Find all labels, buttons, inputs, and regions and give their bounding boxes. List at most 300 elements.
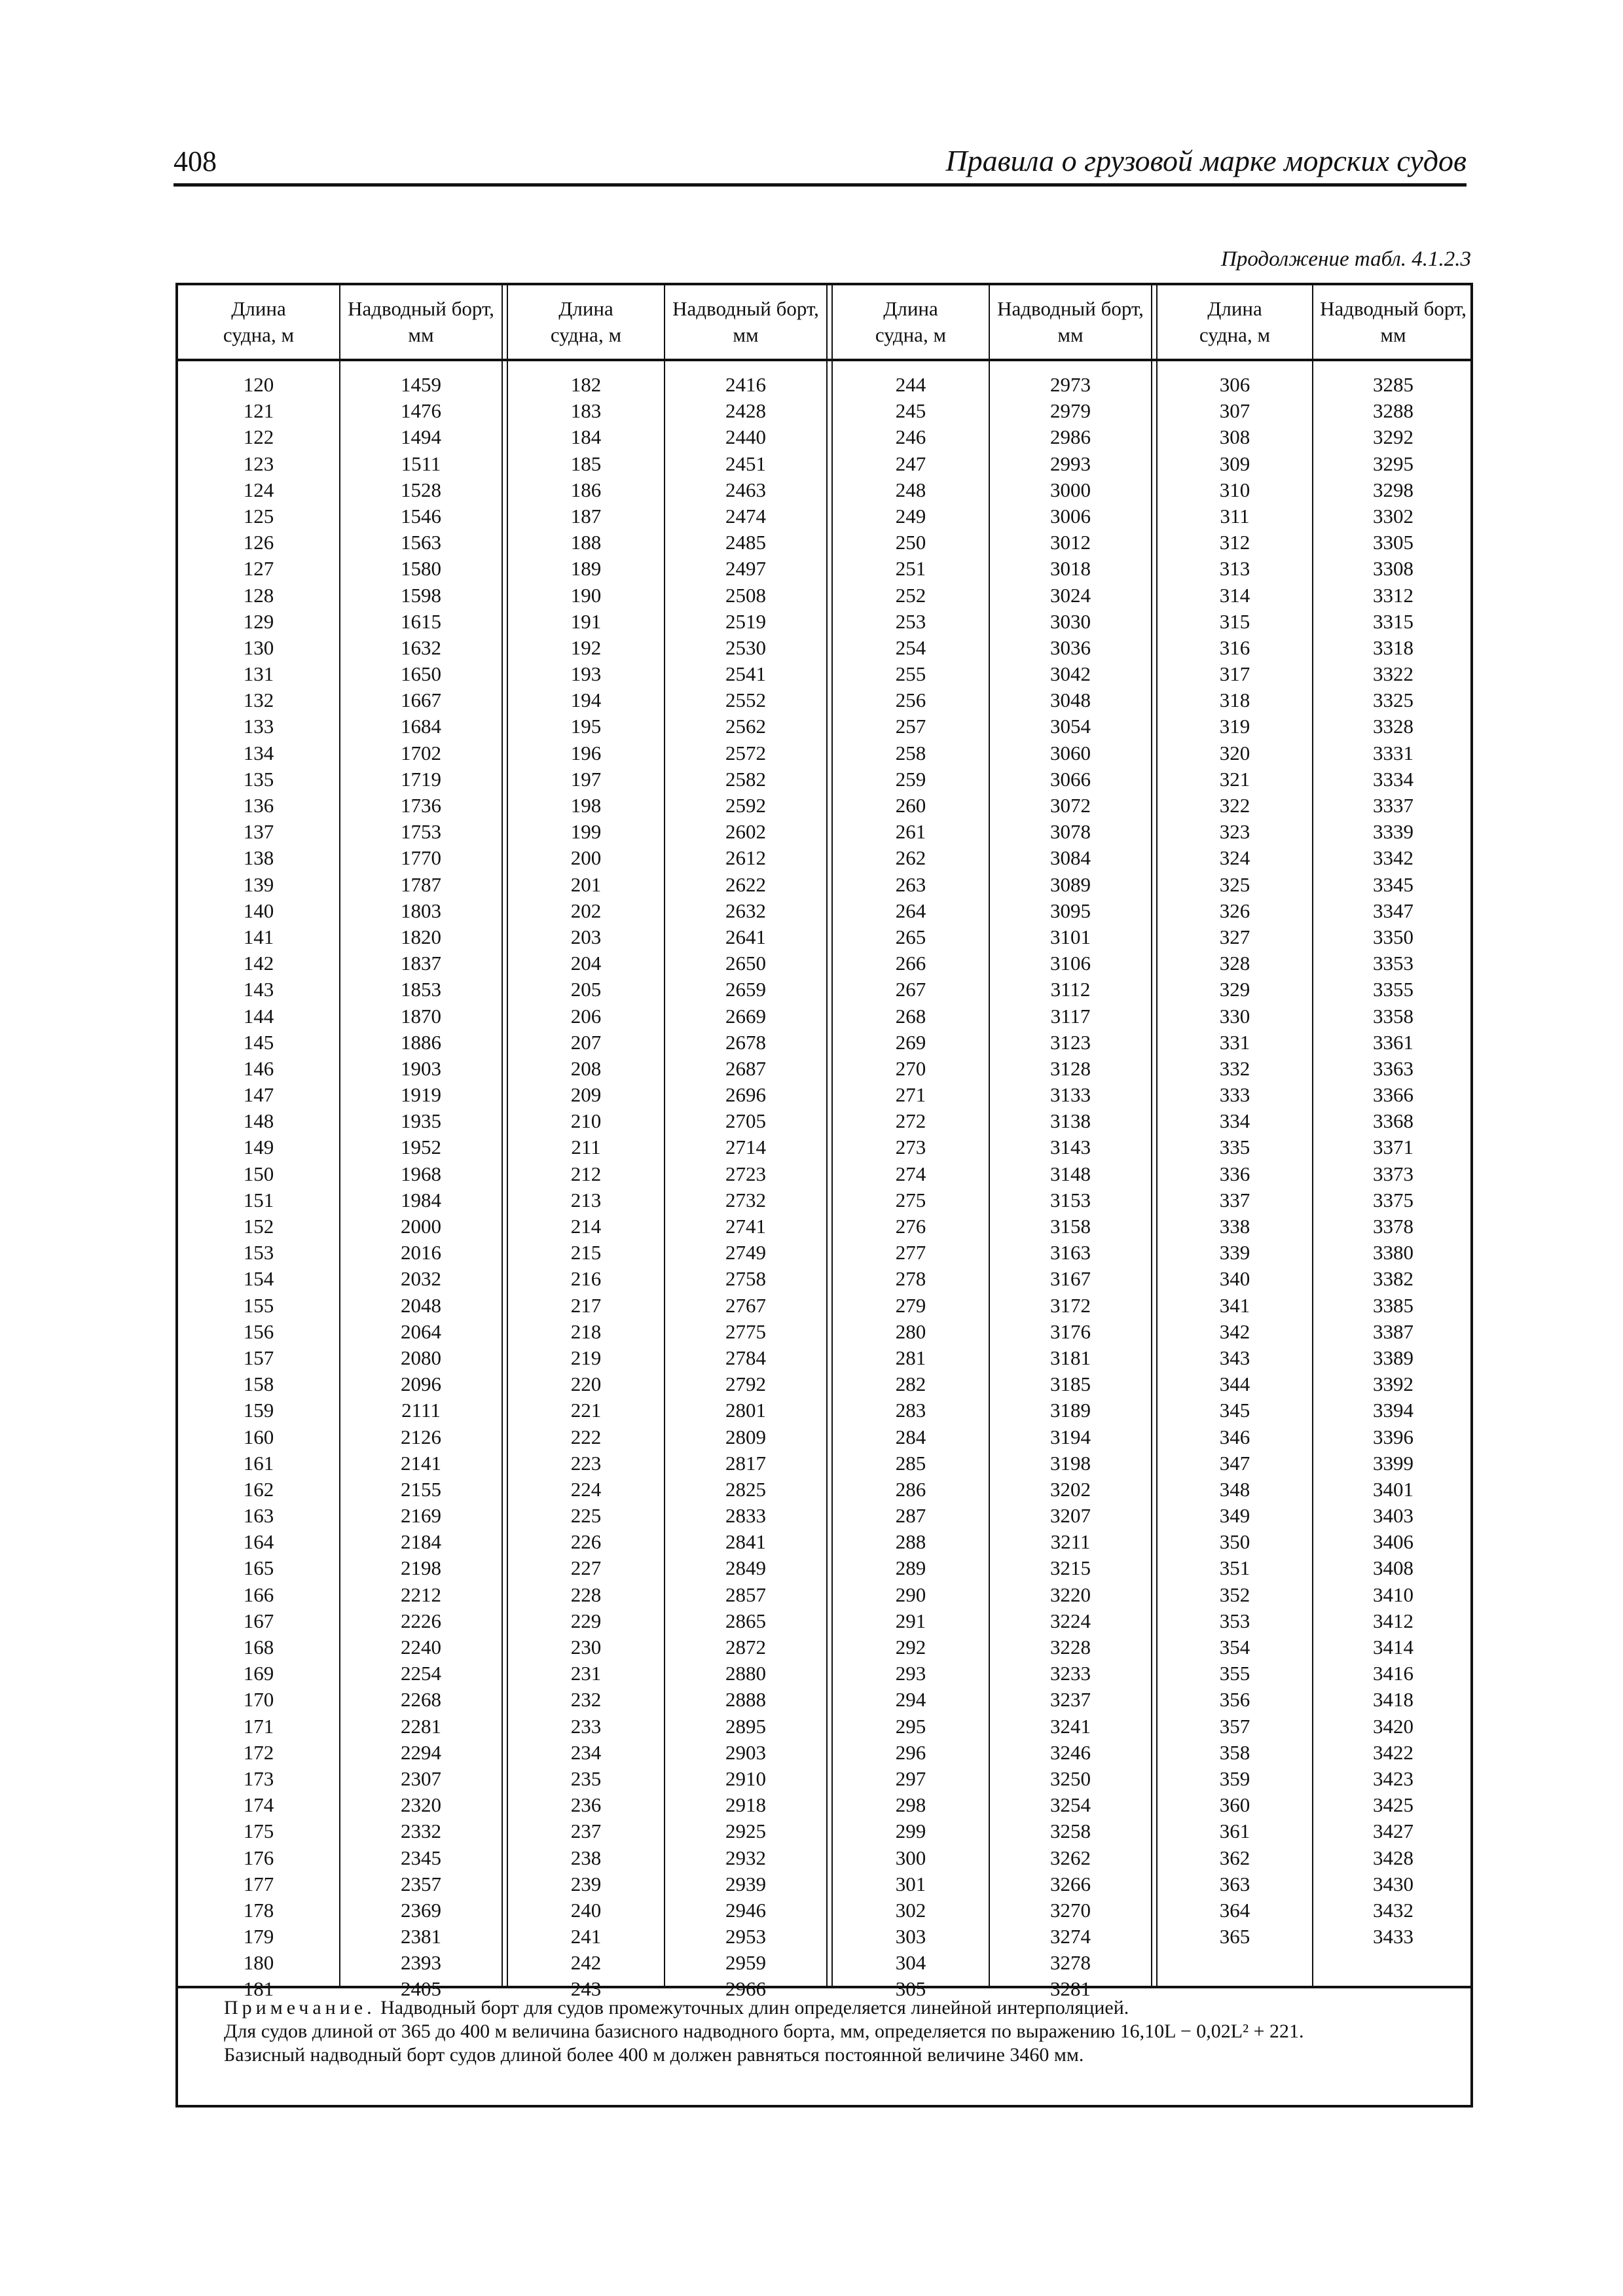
freeboard-cell: 2485	[725, 531, 766, 554]
freeboard-cell: 2641	[725, 925, 766, 948]
length-cell: 319	[1219, 715, 1250, 738]
length-cell: 235	[570, 1767, 602, 1790]
length-cell: 179	[243, 1925, 274, 1948]
length-cell: 160	[243, 1425, 274, 1448]
freeboard-cell: 2632	[725, 899, 766, 922]
freeboard-cell: 2307	[401, 1767, 441, 1790]
freeboard-cell: 3308	[1373, 557, 1413, 581]
freeboard-cell: 2622	[725, 872, 766, 896]
freeboard-cell: 3425	[1373, 1793, 1413, 1817]
freeboard-cell: 3133	[1050, 1083, 1091, 1107]
length-cell: 313	[1219, 557, 1250, 581]
freeboard-cell: 2519	[725, 609, 766, 633]
freeboard-cell: 2184	[401, 1530, 441, 1554]
length-cell: 363	[1219, 1872, 1250, 1895]
length-cell: 181	[243, 1977, 274, 2001]
freeboard-cell: 3211	[1050, 1530, 1091, 1554]
length-cell: 273	[895, 1136, 926, 1159]
length-cell: 339	[1219, 1241, 1250, 1265]
length-cell: 215	[570, 1241, 602, 1265]
length-cell: 252	[895, 583, 926, 607]
length-cell: 292	[895, 1636, 926, 1659]
page-header	[173, 143, 1467, 187]
length-cell: 293	[895, 1662, 926, 1685]
length-cell: 214	[570, 1215, 602, 1238]
freeboard-cell: 3078	[1050, 820, 1091, 844]
length-cell: 254	[895, 636, 926, 659]
length-cell: 302	[895, 1898, 926, 1922]
freeboard-cell: 3339	[1373, 820, 1413, 844]
page-number: 408	[173, 145, 217, 177]
freeboard-cell: 2212	[401, 1583, 441, 1606]
length-cell: 291	[895, 1609, 926, 1632]
length-cell: 330	[1219, 1004, 1250, 1028]
length-cell: 258	[895, 741, 926, 764]
length-cell: 140	[243, 899, 274, 922]
length-cell: 239	[570, 1872, 602, 1895]
freeboard-cell: 3401	[1373, 1477, 1413, 1501]
length-cell: 248	[895, 478, 926, 501]
freeboard-cell: 3233	[1050, 1662, 1091, 1685]
length-cell: 186	[570, 478, 602, 501]
freeboard-cell: 1719	[401, 767, 441, 791]
freeboard-cell: 2612	[725, 846, 766, 870]
length-cell: 141	[243, 925, 274, 948]
length-cell: 247	[895, 452, 926, 475]
length-cell: 143	[243, 978, 274, 1001]
length-cell: 285	[895, 1451, 926, 1475]
freeboard-cell: 2946	[725, 1898, 766, 1922]
header-length-1: Длина судна, м	[223, 297, 295, 346]
length-cell: 180	[243, 1951, 274, 1975]
freeboard-cell: 2903	[725, 1740, 766, 1764]
length-cell: 295	[895, 1714, 926, 1738]
length-cell: 202	[570, 899, 602, 922]
freeboard-cell: 3060	[1050, 741, 1091, 764]
freeboard-cell: 2792	[725, 1372, 766, 1396]
length-cell: 210	[570, 1109, 602, 1133]
freeboard-cell: 3215	[1050, 1556, 1091, 1580]
length-cell: 132	[243, 689, 274, 712]
freeboard-cell: 3228	[1050, 1636, 1091, 1659]
freeboard-cell: 2281	[401, 1714, 441, 1738]
freeboard-cell: 3000	[1050, 478, 1091, 501]
length-cell: 343	[1219, 1346, 1250, 1369]
freeboard-cell: 2669	[725, 1004, 766, 1028]
freeboard-cell: 2833	[725, 1504, 766, 1528]
length-cell: 356	[1219, 1688, 1250, 1712]
freeboard-cell: 1886	[401, 1030, 441, 1054]
length-cell: 183	[570, 399, 602, 423]
freeboard-cell: 2925	[725, 1820, 766, 1843]
length-cell: 200	[570, 846, 602, 870]
freeboard-cell: 3305	[1373, 531, 1413, 554]
freeboard-column-4	[1313, 372, 1473, 1950]
length-cell: 205	[570, 978, 602, 1001]
length-cell: 251	[895, 557, 926, 581]
length-cell: 318	[1219, 689, 1250, 712]
freeboard-cell: 3318	[1373, 636, 1413, 659]
length-cell: 315	[1219, 609, 1250, 633]
length-cell: 238	[570, 1846, 602, 1869]
freeboard-cell: 2650	[725, 952, 766, 975]
freeboard-cell: 3371	[1373, 1136, 1413, 1159]
freeboard-cell: 3331	[1373, 741, 1413, 764]
length-cell: 361	[1219, 1820, 1250, 1843]
header-length-3: Длина судна, м	[875, 297, 947, 346]
freeboard-cell: 2497	[725, 557, 766, 581]
freeboard-cell: 1650	[401, 662, 441, 686]
length-cell: 309	[1219, 452, 1250, 475]
freeboard-cell: 2592	[725, 794, 766, 817]
freeboard-cell: 3328	[1373, 715, 1413, 738]
freeboard-cell: 1770	[401, 846, 441, 870]
freeboard-cell: 2405	[401, 1977, 441, 2001]
length-cell: 338	[1219, 1215, 1250, 1238]
freeboard-cell: 2530	[725, 636, 766, 659]
length-column-2	[508, 372, 664, 2003]
length-cell: 284	[895, 1425, 926, 1448]
freeboard-cell: 2141	[401, 1451, 441, 1475]
freeboard-cell: 2240	[401, 1636, 441, 1659]
freeboard-cell: 1598	[401, 583, 441, 607]
freeboard-cell: 3176	[1050, 1319, 1091, 1343]
freeboard-cell: 3387	[1373, 1319, 1413, 1343]
freeboard-cell: 2111	[401, 1399, 441, 1422]
freeboard-cell: 3403	[1373, 1504, 1413, 1528]
length-cell: 133	[243, 715, 274, 738]
header-length-4: Длина судна, м	[1199, 297, 1271, 346]
table-note	[178, 1986, 1470, 2108]
freeboard-cell: 3432	[1373, 1898, 1413, 1922]
length-cell: 316	[1219, 636, 1250, 659]
freeboard-cell: 2784	[725, 1346, 766, 1369]
freeboard-cell: 2064	[401, 1319, 441, 1343]
freeboard-cell: 2198	[401, 1556, 441, 1580]
freeboard-cell: 3358	[1373, 1004, 1413, 1028]
freeboard-cell: 3030	[1050, 609, 1091, 633]
length-cell: 144	[243, 1004, 274, 1028]
length-cell: 333	[1219, 1083, 1250, 1107]
freeboard-cell: 2966	[725, 1977, 766, 2001]
length-cell: 221	[570, 1399, 602, 1422]
freeboard-cell: 3266	[1050, 1872, 1091, 1895]
length-cell: 282	[895, 1372, 926, 1396]
table-header	[178, 285, 1470, 361]
freeboard-cell: 1837	[401, 952, 441, 975]
freeboard-cell: 3224	[1050, 1609, 1091, 1632]
freeboard-cell: 3241	[1050, 1714, 1091, 1738]
freeboard-cell: 2801	[725, 1399, 766, 1422]
freeboard-cell: 3322	[1373, 662, 1413, 686]
length-cell: 312	[1219, 531, 1250, 554]
length-cell: 168	[243, 1636, 274, 1659]
length-cell: 135	[243, 767, 274, 791]
freeboard-cell: 3334	[1373, 767, 1413, 791]
freeboard-cell: 1459	[401, 373, 441, 396]
length-cell: 263	[895, 872, 926, 896]
freeboard-cell: 3433	[1373, 1925, 1413, 1948]
freeboard-cell: 2973	[1050, 373, 1091, 396]
freeboard-cell: 2440	[725, 425, 766, 449]
freeboard-cell: 3345	[1373, 872, 1413, 896]
note-text-1: Надводный борт для судов промежуточных длин определяется линейной интерполяцией.	[375, 1997, 1129, 2018]
length-column-3	[833, 372, 989, 2003]
length-cell: 301	[895, 1872, 926, 1895]
length-cell: 303	[895, 1925, 926, 1948]
freeboard-cell: 1853	[401, 978, 441, 1001]
freeboard-cell: 3163	[1050, 1241, 1091, 1265]
length-cell: 256	[895, 689, 926, 712]
length-cell: 222	[570, 1425, 602, 1448]
freeboard-cell: 1903	[401, 1056, 441, 1080]
freeboard-cell: 3123	[1050, 1030, 1091, 1054]
length-cell: 148	[243, 1109, 274, 1133]
freeboard-cell: 3350	[1373, 925, 1413, 948]
freeboard-cell: 2096	[401, 1372, 441, 1396]
length-cell: 320	[1219, 741, 1250, 764]
length-cell: 121	[243, 399, 274, 423]
length-cell: 194	[570, 689, 602, 712]
length-cell: 310	[1219, 478, 1250, 501]
length-cell: 360	[1219, 1793, 1250, 1817]
length-cell: 124	[243, 478, 274, 501]
freeboard-cell: 2562	[725, 715, 766, 738]
header-freeboard-2: Надводный борт, мм	[672, 297, 819, 346]
running-title: Правила о грузовой марке морских судов	[945, 144, 1467, 177]
length-cell: 193	[570, 662, 602, 686]
freeboard-cell: 3158	[1050, 1215, 1091, 1238]
length-cell: 173	[243, 1767, 274, 1790]
freeboard-cell: 3416	[1373, 1662, 1413, 1685]
length-cell: 358	[1219, 1740, 1250, 1764]
length-cell: 296	[895, 1740, 926, 1764]
freeboard-cell: 3361	[1373, 1030, 1413, 1054]
freeboard-cell: 2463	[725, 478, 766, 501]
length-cell: 232	[570, 1688, 602, 1712]
freeboard-cell: 2381	[401, 1925, 441, 1948]
length-cell: 255	[895, 662, 926, 686]
length-cell: 354	[1219, 1636, 1250, 1659]
length-cell: 331	[1219, 1030, 1250, 1054]
length-cell: 208	[570, 1056, 602, 1080]
length-cell: 268	[895, 1004, 926, 1028]
freeboard-cell: 2294	[401, 1740, 441, 1764]
freeboard-cell: 2369	[401, 1898, 441, 1922]
freeboard-cell: 3054	[1050, 715, 1091, 738]
freeboard-cell: 2986	[1050, 425, 1091, 449]
length-cell: 158	[243, 1372, 274, 1396]
freeboard-cell: 1803	[401, 899, 441, 922]
length-cell: 157	[243, 1346, 274, 1369]
freeboard-cell: 3012	[1050, 531, 1091, 554]
freeboard-cell: 3406	[1373, 1530, 1413, 1554]
length-cell: 265	[895, 925, 926, 948]
length-cell: 126	[243, 531, 274, 554]
length-cell: 233	[570, 1714, 602, 1738]
length-cell: 129	[243, 609, 274, 633]
freeboard-cell: 2696	[725, 1083, 766, 1107]
length-cell: 223	[570, 1451, 602, 1475]
freeboard-cell: 3095	[1050, 899, 1091, 922]
freeboard-cell: 2451	[725, 452, 766, 475]
header-length-2: Длина судна, м	[550, 297, 622, 346]
length-cell: 249	[895, 504, 926, 528]
freeboard-cell: 2825	[725, 1477, 766, 1501]
freeboard-cell: 3423	[1373, 1767, 1413, 1790]
note-line-2: Для судов длиной от 365 до 400 м величина базисного надводного борта, мм, определяется по выражению 16,10L − 0,02L² + 221.	[224, 2020, 1304, 2042]
length-cell: 253	[895, 609, 926, 633]
length-cell: 324	[1219, 846, 1250, 870]
freeboard-cell: 2572	[725, 741, 766, 764]
freeboard-cell: 3312	[1373, 583, 1413, 607]
length-cell: 123	[243, 452, 274, 475]
freeboard-cell: 3373	[1373, 1162, 1413, 1185]
freeboard-cell: 3024	[1050, 583, 1091, 607]
length-cell: 209	[570, 1083, 602, 1107]
length-cell: 270	[895, 1056, 926, 1080]
length-cell: 166	[243, 1583, 274, 1606]
freeboard-cell: 2857	[725, 1583, 766, 1606]
freeboard-cell: 3194	[1050, 1425, 1091, 1448]
freeboard-cell: 1546	[401, 504, 441, 528]
freeboard-cell: 3408	[1373, 1556, 1413, 1580]
length-cell: 345	[1219, 1399, 1250, 1422]
freeboard-cell: 2474	[725, 504, 766, 528]
freeboard-cell: 3185	[1050, 1372, 1091, 1396]
freeboard-cell: 3281	[1050, 1977, 1091, 2001]
freeboard-cell: 1787	[401, 872, 441, 896]
freeboard-cell: 3117	[1050, 1004, 1091, 1028]
length-cell: 336	[1219, 1162, 1250, 1185]
freeboard-cell: 2880	[725, 1662, 766, 1685]
freeboard-table	[175, 283, 1473, 2108]
length-cell: 335	[1219, 1136, 1250, 1159]
freeboard-cell: 2032	[401, 1267, 441, 1291]
length-cell: 311	[1220, 504, 1250, 528]
freeboard-cell: 2910	[725, 1767, 766, 1790]
length-cell: 334	[1219, 1109, 1250, 1133]
length-cell: 236	[570, 1793, 602, 1817]
freeboard-cell: 1702	[401, 741, 441, 764]
freeboard-cell: 2767	[725, 1293, 766, 1317]
freeboard-cell: 2048	[401, 1293, 441, 1317]
length-cell: 340	[1219, 1267, 1250, 1291]
length-cell: 355	[1219, 1662, 1250, 1685]
length-cell: 346	[1219, 1425, 1250, 1448]
freeboard-column-3	[990, 372, 1151, 2003]
freeboard-cell: 3347	[1373, 899, 1413, 922]
freeboard-cell: 1984	[401, 1188, 441, 1211]
freeboard-cell: 2226	[401, 1609, 441, 1632]
freeboard-cell: 2705	[725, 1109, 766, 1133]
freeboard-cell: 3181	[1050, 1346, 1091, 1369]
length-cell: 170	[243, 1688, 274, 1712]
length-cell: 201	[570, 872, 602, 896]
freeboard-cell: 3198	[1050, 1451, 1091, 1475]
length-cell: 191	[570, 609, 602, 633]
freeboard-cell: 3084	[1050, 846, 1091, 870]
length-cell: 169	[243, 1662, 274, 1685]
length-cell: 241	[570, 1925, 602, 1948]
length-cell: 337	[1219, 1188, 1250, 1211]
length-cell: 151	[243, 1188, 274, 1211]
freeboard-cell: 2809	[725, 1425, 766, 1448]
length-cell: 218	[570, 1319, 602, 1343]
length-cell: 250	[895, 531, 926, 554]
freeboard-cell: 3422	[1373, 1740, 1413, 1764]
freeboard-cell: 2993	[1050, 452, 1091, 475]
freeboard-column-1	[340, 372, 501, 2003]
length-cell: 257	[895, 715, 926, 738]
freeboard-cell: 3430	[1373, 1872, 1413, 1895]
freeboard-cell: 3292	[1373, 425, 1413, 449]
length-cell: 242	[570, 1951, 602, 1975]
length-cell: 353	[1219, 1609, 1250, 1632]
length-cell: 281	[895, 1346, 926, 1369]
length-cell: 138	[243, 846, 274, 870]
length-cell: 228	[570, 1583, 602, 1606]
length-cell: 159	[243, 1399, 274, 1422]
length-cell: 359	[1219, 1767, 1250, 1790]
freeboard-cell: 1528	[401, 478, 441, 501]
freeboard-cell: 2749	[725, 1241, 766, 1265]
freeboard-cell: 3298	[1373, 478, 1413, 501]
freeboard-cell: 3036	[1050, 636, 1091, 659]
length-cell: 237	[570, 1820, 602, 1843]
freeboard-cell: 2169	[401, 1504, 441, 1528]
length-cell: 211	[571, 1136, 601, 1159]
length-cell: 287	[895, 1504, 926, 1528]
length-cell: 300	[895, 1846, 926, 1869]
freeboard-cell: 1736	[401, 794, 441, 817]
length-cell: 196	[570, 741, 602, 764]
length-cell: 149	[243, 1136, 274, 1159]
freeboard-cell: 2732	[725, 1188, 766, 1211]
table-caption: Продолжение табл. 4.1.2.3	[1221, 247, 1471, 271]
length-cell: 227	[570, 1556, 602, 1580]
length-cell: 217	[570, 1293, 602, 1317]
length-column-1	[178, 372, 339, 2003]
length-cell: 279	[895, 1293, 926, 1317]
length-column-4	[1158, 372, 1312, 1950]
length-cell: 163	[243, 1504, 274, 1528]
freeboard-cell: 1935	[401, 1109, 441, 1133]
freeboard-cell: 3288	[1373, 399, 1413, 423]
length-cell: 276	[895, 1215, 926, 1238]
length-cell: 364	[1219, 1898, 1250, 1922]
length-cell: 357	[1219, 1714, 1250, 1738]
length-cell: 165	[243, 1556, 274, 1580]
length-cell: 167	[243, 1609, 274, 1632]
freeboard-cell: 3353	[1373, 952, 1413, 975]
length-cell: 226	[570, 1530, 602, 1554]
length-cell: 283	[895, 1399, 926, 1422]
freeboard-cell: 1870	[401, 1004, 441, 1028]
freeboard-cell: 3101	[1050, 925, 1091, 948]
freeboard-cell: 2872	[725, 1636, 766, 1659]
length-cell: 299	[895, 1820, 926, 1843]
length-cell: 231	[570, 1662, 602, 1685]
header-freeboard-4: Надводный борт, мм	[1320, 297, 1467, 346]
length-cell: 134	[243, 741, 274, 764]
freeboard-cell: 3337	[1373, 794, 1413, 817]
note-line-3: Базисный надводный борт судов длиной более 400 м должен равняться постоянной величине 3460 мм.	[224, 2044, 1084, 2066]
length-cell: 365	[1219, 1925, 1250, 1948]
freeboard-cell: 2268	[401, 1688, 441, 1712]
length-cell: 261	[895, 820, 926, 844]
freeboard-cell: 3143	[1050, 1136, 1091, 1159]
